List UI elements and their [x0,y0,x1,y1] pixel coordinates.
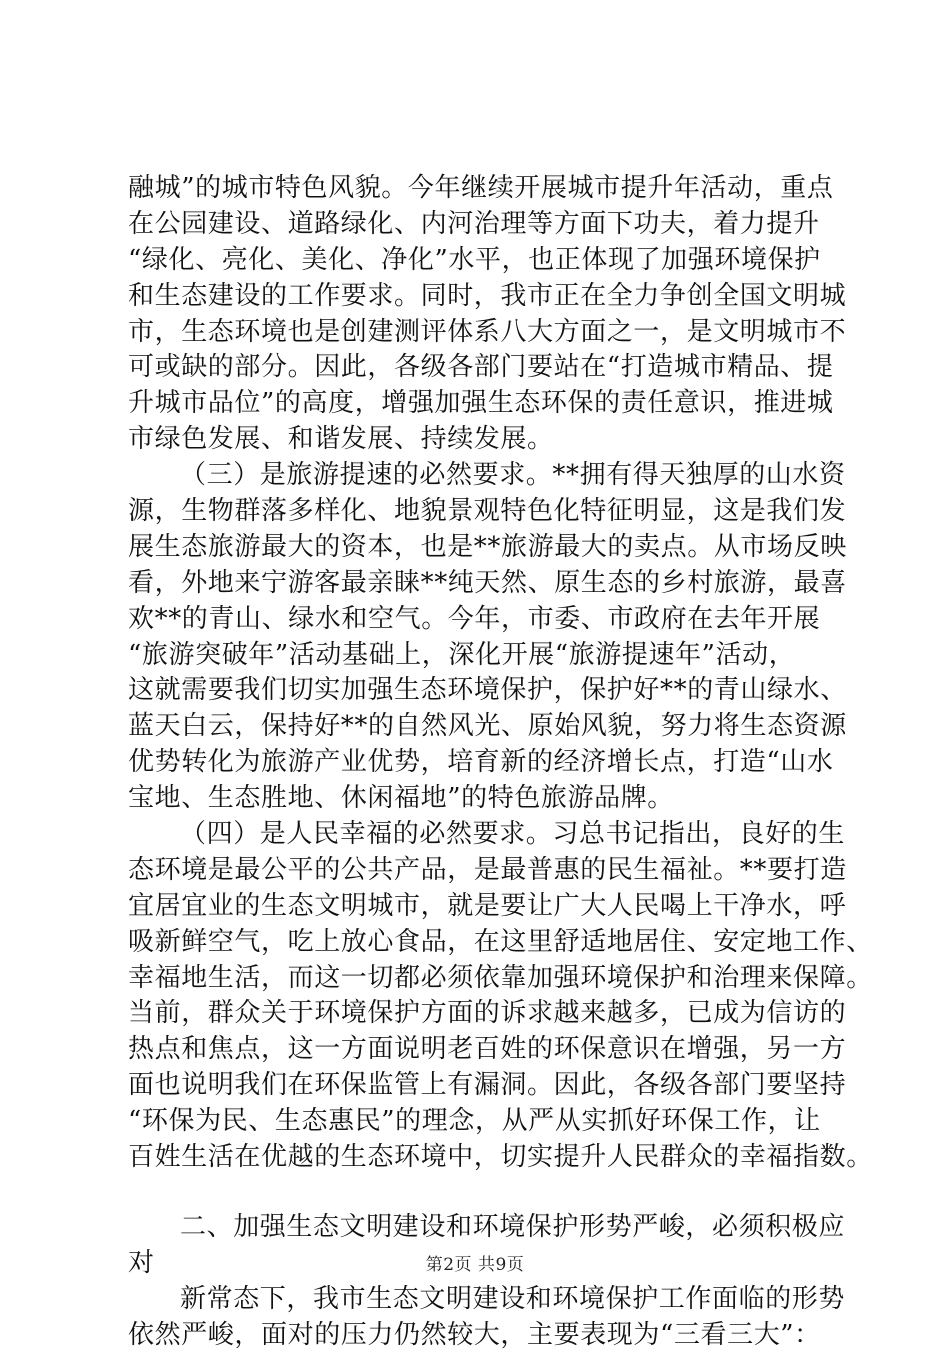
paragraph-start-line: （三）是旅游提速的必然要求。**拥有得天独厚的山水资 [180,460,846,491]
text-line: 百姓生活在优越的生态环境中，切实提升人民群众的幸福指数。 [128,1142,873,1173]
text-line: 市绿色发展、和谐发展、持续发展。 [128,424,554,455]
paragraph-start-line: 新常态下，我市生态文明建设和环境保护工作面临的形势 [180,1283,846,1314]
text-line: 和生态建设的工作要求。同时，我市正在全力争创全国文明城 [128,280,847,311]
text-line: 源，生物群落多样化、地貌景观特色化特征明显，这是我们发 [128,496,847,527]
text-line: 蓝天白云，保持好**的自然风光、原始风貌，努力将生态资源 [128,711,847,742]
section-heading-line: 对 [128,1247,155,1278]
text-line: 融城”的城市特色风貌。今年继续开展城市提升年活动，重点 [128,173,834,203]
text-line: 吸新鲜空气，吃上放心食品，在这里舒适地居住、安定地工作、 [128,926,873,957]
text-line: 这就需要我们切实加强生态环境保护，保护好**的青山绿水、 [128,675,847,706]
text-line: “旅游突破年”活动基础上，深化开展“旅游提速年”活动， [128,639,796,670]
text-line: 可或缺的部分。因此，各级各部门要站在“打造城市精品、提 [128,352,834,383]
text-line: 宜居宜业的生态文明城市，就是要让广大人民喝上干净水，呼 [128,890,847,921]
text-line: 态环境是最公平的公共产品，是最普惠的民生福祉。**要打造 [128,854,847,885]
section-heading-line: 二、加强生态文明建设和环境保护形势严峻，必须积极应 [180,1211,846,1242]
page-number-footer: 第2页 共9页 [425,1255,525,1275]
text-line: 优势转化为旅游产业优势，培育新的经济增长点，打造“山水 [128,747,834,778]
text-line: “绿化、亮化、美化、净化”水平，也正体现了加强环境保护 [128,244,821,275]
text-line: 幸福地生活，而这一切都必须依靠加强环境保护和治理来保障。 [128,962,873,993]
text-line: 在公园建设、道路绿化、内河治理等方面下功夫，着力提升 [128,208,820,239]
text-line: 热点和焦点，这一方面说明老百姓的环保意识在增强，另一方 [128,1034,847,1065]
text-line: 当前，群众关于环境保护方面的诉求越来越多，已成为信访的 [128,998,847,1029]
text-line: 升城市品位”的高度，增强加强生态环保的责任意识，推进城 [128,388,834,419]
text-line: 看，外地来宁游客最亲睐**纯天然、原生态的乡村旅游，最喜 [128,567,847,598]
paragraph-gap [128,1176,833,1210]
document-body [128,171,873,1354]
text-line: “环保为民、生态惠民”的理念，从严从实抓好环保工作，让 [128,1106,821,1137]
text-line: 面也说明我们在环保监管上有漏洞。因此，各级各部门要坚持 [128,1070,847,1101]
text-line: 宝地、生态胜地、休闲福地”的特色旅游品牌。 [128,783,674,814]
text-line: 欢**的青山、绿水和空气。今年，市委、市政府在去年开展 [128,603,821,634]
text-line: 展生态旅游最大的资本，也是**旅游最大的卖点。从市场反映 [128,531,847,562]
paragraph-start-line: （四）是人民幸福的必然要求。习总书记指出，良好的生 [180,819,846,850]
text-line: 市，生态环境也是创建测评体系八大方面之一，是文明城市不 [128,316,847,347]
text-line: 依然严峻，面对的压力仍然较大，主要表现为“三看三大”： [128,1319,821,1350]
